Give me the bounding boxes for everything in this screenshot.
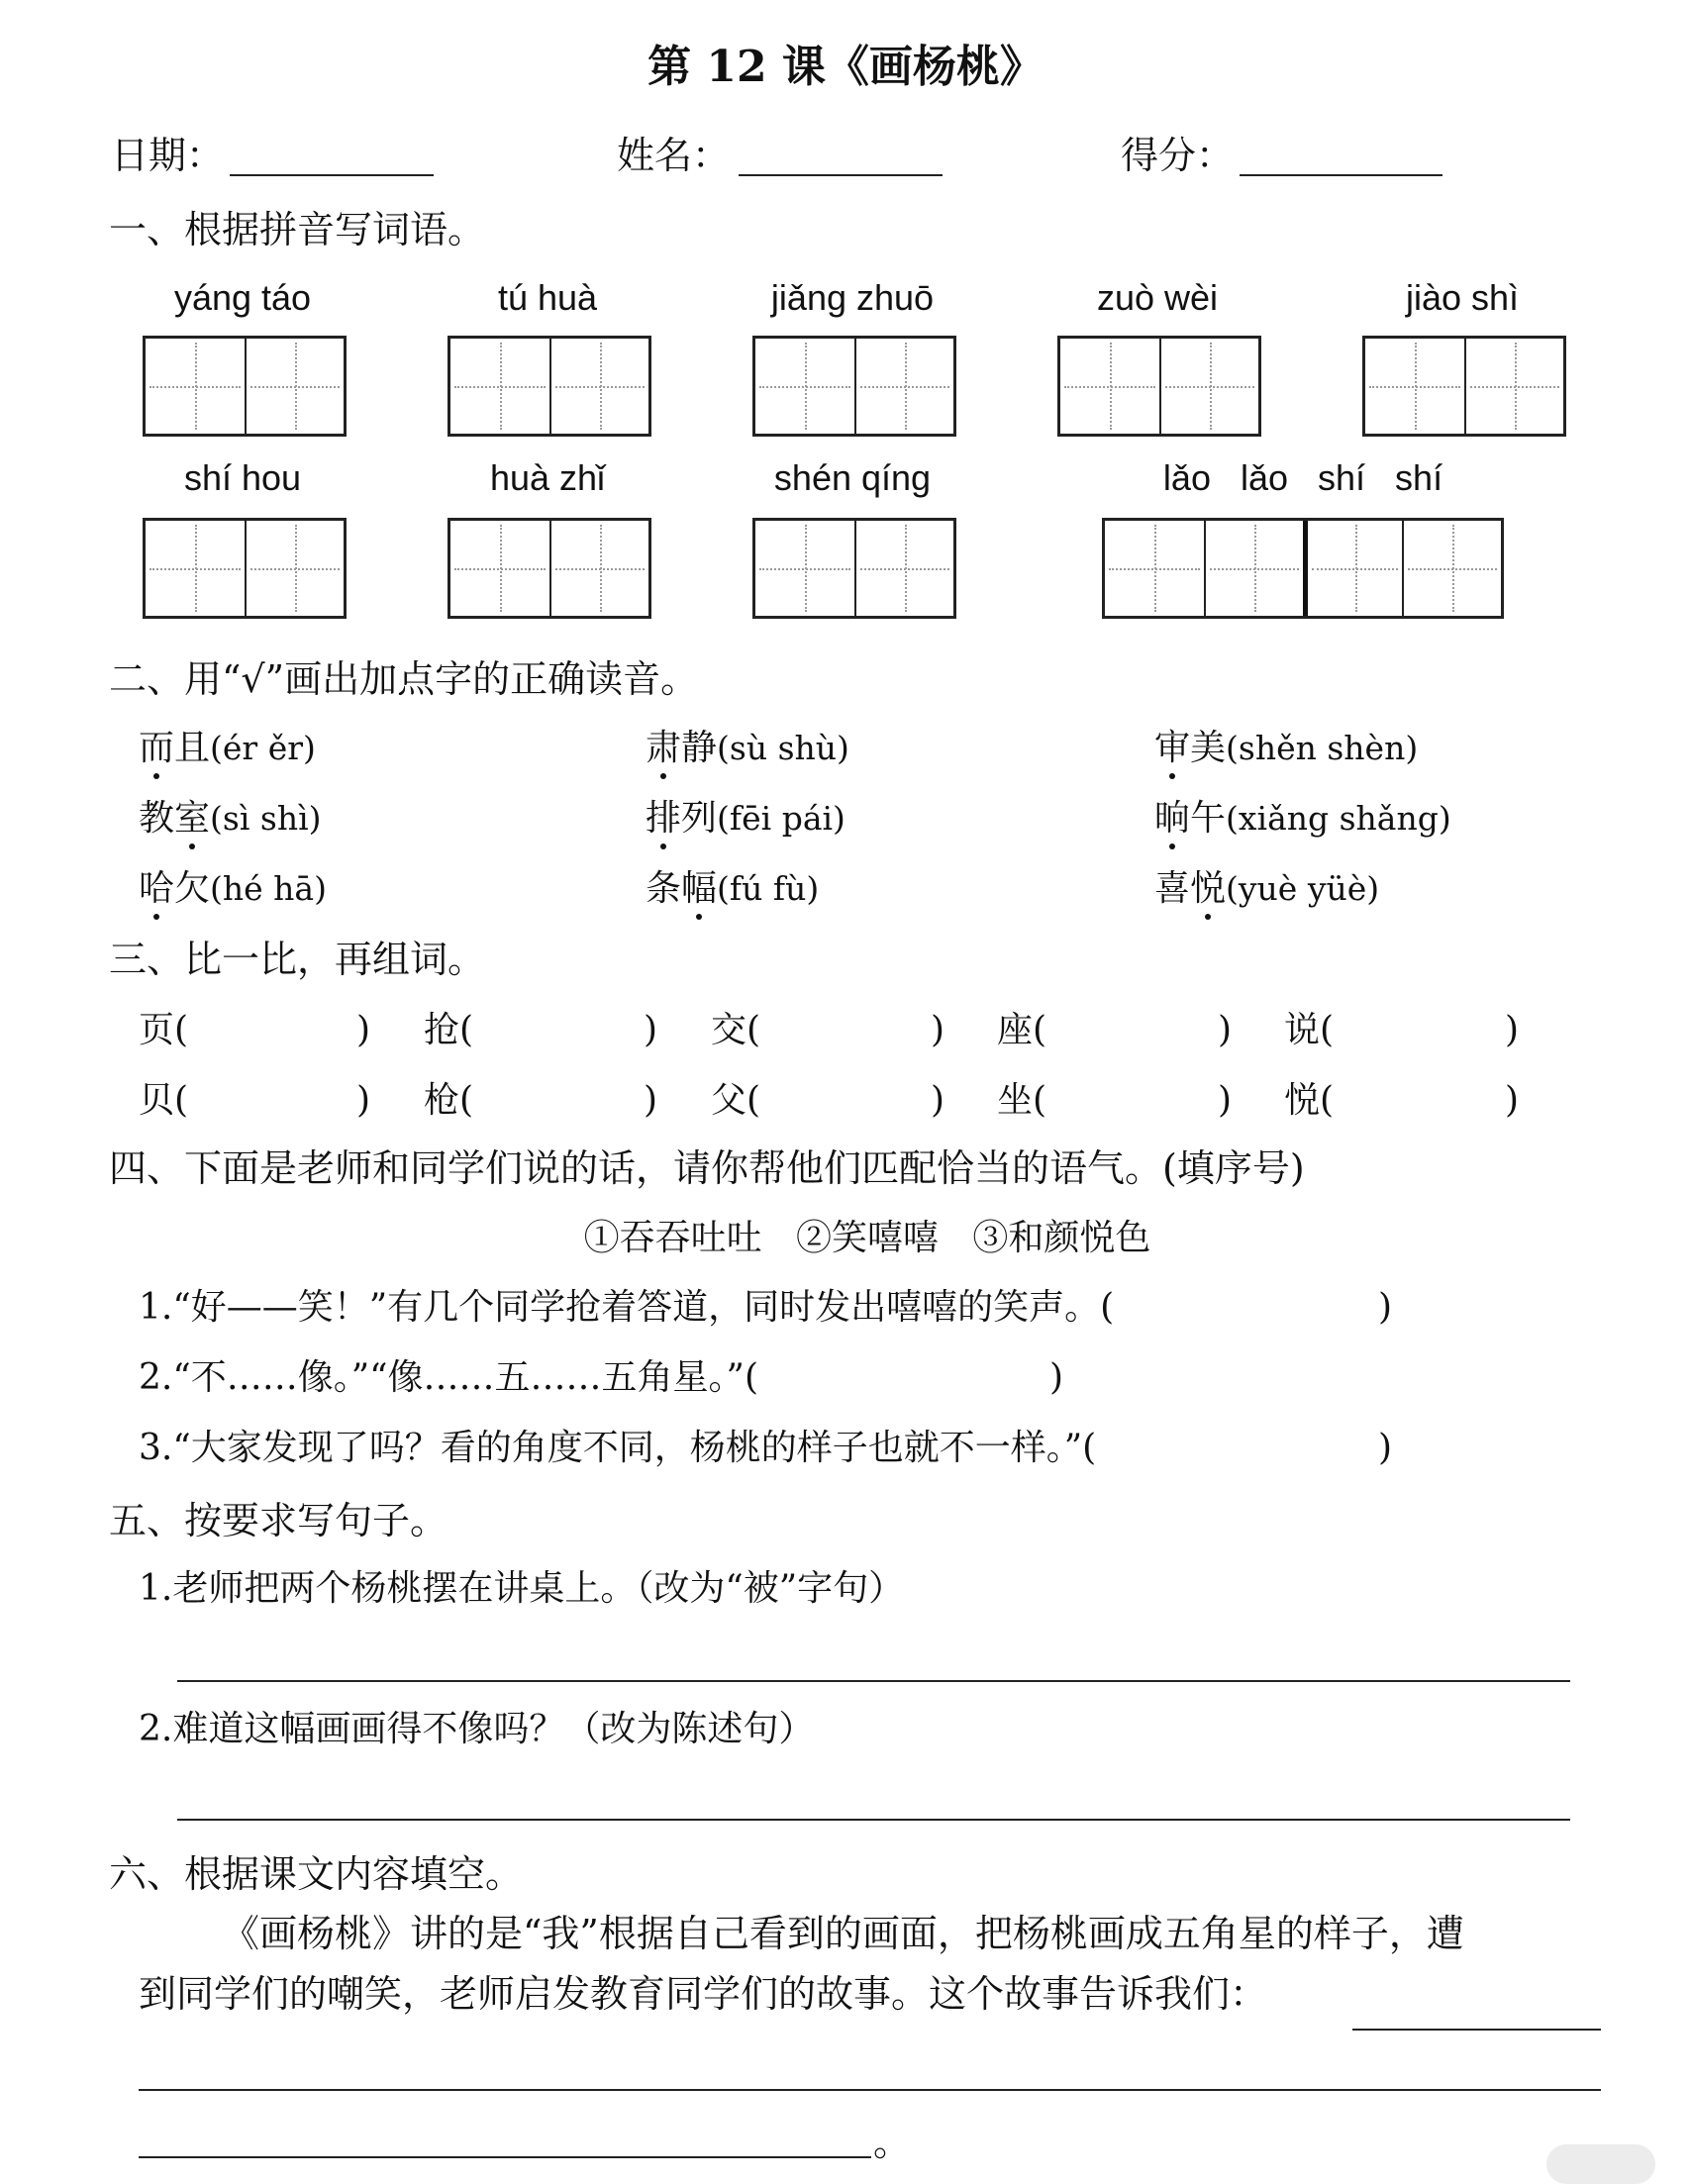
compare-char: 座(: [997, 1010, 1047, 1050]
grid-cell[interactable]: [549, 339, 648, 434]
word-rest: 美: [1190, 728, 1227, 768]
grid-cell[interactable]: [1105, 521, 1204, 616]
reading-item: [139, 726, 316, 771]
writing-grid[interactable]: [448, 518, 651, 619]
compare-char: 枪(: [424, 1080, 474, 1121]
writing-grid[interactable]: [143, 518, 347, 619]
pinyin-options[interactable]: (shěn shèn): [1226, 729, 1419, 767]
fill-blank-inline[interactable]: [1352, 2029, 1601, 2031]
name-field[interactable]: [739, 174, 943, 176]
dotted-char: 而: [139, 726, 174, 771]
pinyin-label: yáng táo: [173, 277, 312, 318]
pinyin-label: jiǎng zhuō: [770, 277, 935, 318]
end-period: 。: [873, 2121, 912, 2164]
compare-char: 说(: [1284, 1010, 1335, 1050]
answer-line-2[interactable]: [177, 1819, 1570, 1821]
pinyin-options[interactable]: (sì shì): [210, 799, 322, 838]
section-1-heading: 一、根据拼音写词语。: [109, 208, 486, 251]
pinyin-options[interactable]: (fēi pái): [717, 799, 846, 838]
close-paren: ): [644, 1080, 658, 1121]
word-rest: 且: [174, 728, 211, 768]
pinyin-label: jiào shì: [1405, 277, 1520, 318]
compare-char: 坐(: [997, 1080, 1047, 1121]
grid-cell[interactable]: [1060, 339, 1159, 434]
pinyin-options[interactable]: (hé hā): [210, 869, 327, 908]
grid-cell[interactable]: [245, 339, 344, 434]
pinyin-options[interactable]: (fú fù): [717, 869, 820, 908]
word-plain: 喜: [1154, 868, 1191, 909]
reading-item: [139, 866, 327, 912]
grid-cell[interactable]: [450, 339, 549, 434]
grid-cell[interactable]: [1365, 339, 1464, 434]
compare-char: 抢(: [424, 1010, 474, 1050]
answer-close-paren[interactable]: ): [1378, 1287, 1393, 1328]
pinyin-options[interactable]: (ér ěr): [210, 729, 316, 767]
dotted-char: 排: [646, 796, 681, 842]
paragraph-line-2: 到同学们的嘲笑，老师启发教育同学们的故事。这个故事告诉我们：: [139, 1972, 1268, 2016]
tone-options: ①吞吞吐吐 ②笑嘻嘻 ③和颜悦色: [583, 1218, 1151, 1258]
writing-grid[interactable]: [1057, 336, 1261, 437]
paragraph-line-1: 《画杨桃》讲的是“我”根据自己看到的画面，把杨桃画成五角星的样子，遭: [222, 1912, 1464, 1955]
floating-button[interactable]: [1546, 2144, 1655, 2184]
match-item-1: 1.“好——笑！”有几个同学抢着答道，同时发出嘻嘻的笑声。(: [139, 1287, 1115, 1328]
answer-close-paren[interactable]: ): [1049, 1357, 1064, 1398]
score-label: 得分：: [1121, 134, 1235, 177]
writing-grid[interactable]: [143, 336, 347, 437]
pinyin-label: shí hou: [183, 457, 302, 498]
dotted-char: 晌: [1154, 796, 1190, 842]
dotted-char: 肃: [646, 726, 681, 771]
pinyin-options[interactable]: (yuè yüè): [1226, 869, 1380, 908]
close-paren: ): [1218, 1080, 1233, 1121]
dotted-char: 幅: [681, 866, 717, 912]
close-paren: ): [1218, 1010, 1233, 1050]
reading-item: [646, 726, 849, 771]
close-paren: ): [356, 1010, 371, 1050]
pinyin-options[interactable]: (xiǎng shǎng): [1226, 799, 1451, 838]
sentence-task-2: 2.难道这幅画画得不像吗？（改为陈述句）: [139, 1709, 815, 1749]
match-item-3: 3.“大家发现了吗？看的角度不同，杨桃的样子也就不一样。”(: [139, 1428, 1097, 1468]
pinyin-label: zuò wèi: [1096, 277, 1219, 318]
close-paren: ): [931, 1010, 945, 1050]
date-field[interactable]: [230, 174, 434, 176]
dotted-char: 审: [1154, 726, 1190, 771]
pinyin-options[interactable]: (sù shù): [717, 729, 849, 767]
writing-grid[interactable]: [752, 336, 956, 437]
section-5-heading: 五、按要求写句子。: [109, 1499, 448, 1542]
grid-cell[interactable]: [1464, 339, 1563, 434]
grid-cell[interactable]: [854, 339, 953, 434]
word-rest: 欠: [174, 868, 211, 909]
close-paren: ): [356, 1080, 371, 1121]
grid-cell[interactable]: [1204, 521, 1303, 616]
grid-cell[interactable]: [146, 339, 245, 434]
section-2-heading: 二、用“√”画出加点字的正确读音。: [109, 657, 699, 701]
compare-char: 交(: [711, 1010, 761, 1050]
dotted-char: 室: [174, 796, 210, 842]
reading-item: [1154, 866, 1379, 912]
reading-item: [139, 796, 322, 842]
pinyin-label: huà zhǐ: [489, 457, 606, 498]
grid-cell[interactable]: [245, 521, 344, 616]
fill-blank-full[interactable]: [139, 2089, 1601, 2091]
reading-item: [646, 866, 819, 912]
reading-item: [1154, 796, 1451, 842]
fill-blank-end[interactable]: [139, 2156, 871, 2158]
grid-cell[interactable]: [1159, 339, 1258, 434]
score-field[interactable]: [1240, 174, 1442, 176]
page-title: 第 12 课《画杨桃》: [647, 42, 1044, 92]
pinyin-label: lǎo lǎo shí shí: [1162, 457, 1443, 498]
writing-grid-4[interactable]: [1102, 518, 1504, 619]
word-rest: 列: [681, 798, 718, 839]
word-plain: 条: [646, 868, 682, 909]
close-paren: ): [931, 1080, 945, 1121]
section-3-heading: 三、比一比，再组词。: [109, 938, 486, 981]
date-label: 日期：: [111, 134, 225, 177]
close-paren: ): [644, 1010, 658, 1050]
pinyin-label: shén qíng: [773, 457, 932, 498]
section-6-heading: 六、根据课文内容填空。: [109, 1852, 524, 1896]
grid-cell[interactable]: [146, 521, 245, 616]
grid-cell[interactable]: [755, 521, 854, 616]
word-rest: 午: [1190, 798, 1227, 839]
section-4-heading: 四、下面是老师和同学们说的话，请你帮他们匹配恰当的语气。(填序号): [109, 1146, 1305, 1190]
sentence-task-1: 1.老师把两个杨桃摆在讲桌上。（改为“被”字句）: [139, 1568, 905, 1609]
compare-char: 悦(: [1284, 1080, 1335, 1121]
grid-cell[interactable]: [755, 339, 854, 434]
word-plain: 教: [139, 798, 175, 839]
reading-item: [646, 796, 846, 842]
compare-char: 贝(: [139, 1080, 189, 1121]
reading-item: [1154, 726, 1418, 771]
answer-close-paren[interactable]: ): [1378, 1428, 1393, 1468]
dotted-char: 悦: [1190, 866, 1226, 912]
close-paren: ): [1505, 1010, 1520, 1050]
dotted-char: 哈: [139, 866, 174, 912]
grid-cell[interactable]: [549, 521, 648, 616]
writing-grid[interactable]: [448, 336, 651, 437]
match-item-2: 2.“不……像。”“像……五……五角星。”(: [139, 1357, 759, 1398]
grid-cell[interactable]: [1402, 521, 1501, 616]
writing-grid[interactable]: [1362, 336, 1566, 437]
grid-cell[interactable]: [450, 521, 549, 616]
word-rest: 静: [681, 728, 718, 768]
answer-line-1[interactable]: [177, 1680, 1570, 1682]
grid-cell[interactable]: [854, 521, 953, 616]
name-label: 姓名：: [617, 134, 731, 177]
close-paren: ): [1505, 1080, 1520, 1121]
compare-char: 页(: [139, 1010, 189, 1050]
compare-char: 父(: [711, 1080, 761, 1121]
writing-grid[interactable]: [752, 518, 956, 619]
grid-cell[interactable]: [1303, 521, 1402, 616]
pinyin-label: tú huà: [497, 277, 598, 318]
